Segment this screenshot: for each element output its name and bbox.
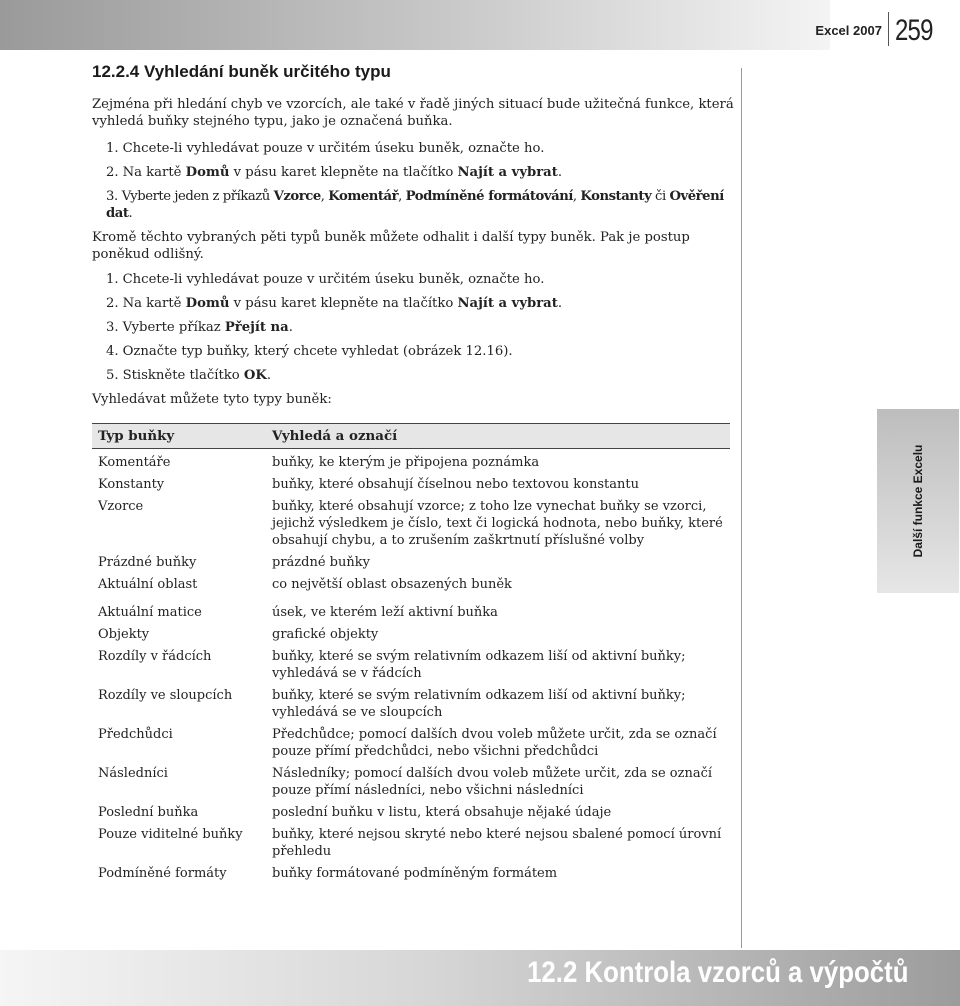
list-item: 2. Na kartě Domů v pásu karet klepněte na tlačítko Najít a vybrat.: [106, 165, 563, 180]
table-cell-type: Aktuální matice: [98, 605, 202, 620]
table-cell-result: buňky, které se svým relativním odkazem liší od aktivní buňky; vyhledává se ve sloupcích: [272, 688, 686, 720]
chapter-side-tab: [877, 409, 959, 593]
table-cell-result: poslední buňku v listu, která obsahuje nějaké údaje: [272, 805, 612, 820]
table-cell-type: Prázdné buňky: [98, 555, 197, 570]
table-row: [92, 471, 730, 493]
table-cell-type: Komentáře: [98, 455, 171, 470]
list-item: 1. Chcete-li vyhledávat pouze v určitém úseku buněk, označte ho.: [106, 141, 545, 156]
table-cell-type: Podmíněné formáty: [98, 866, 227, 881]
steps-list-b: [92, 271, 740, 384]
table-cell-result: Předchůdce; pomocí dalších dvou voleb můžete určit, zda se označí pouze přímí předchůdci, nebo všichni předchůdci: [272, 727, 717, 759]
table-row: [92, 621, 730, 643]
table-cell-result: buňky, které obsahují vzorce; z toho lze vynechat buňky se vzorci, jejichž výsledkem je číslo, text či logická hodnota, nebo buňky, které obsahují chybu, a to zrušením zaškrtnutí příslušné volby: [272, 499, 723, 548]
table-intro: Vyhledávat můžete tyto typy buněk:: [92, 392, 332, 407]
margin-rule: [741, 68, 742, 948]
column-header-type: Typ buňky: [92, 424, 266, 449]
table-cell-type: Předchůdci: [98, 727, 173, 742]
paragraph: Kromě těchto vybraných pěti typů buněk můžete odhalit i další typy buněk. Pak je postup poněkud odlišný.: [92, 230, 690, 262]
table-row: [92, 449, 730, 472]
table-row: [92, 549, 730, 571]
table-cell-type: Aktuální oblast: [98, 577, 198, 592]
steps-list-a: [92, 140, 740, 222]
table-cell-result: buňky, které nejsou skryté nebo které nejsou sbalené pomocí úrovní přehledu: [272, 827, 722, 859]
table-cell-type: Konstanty: [98, 477, 165, 492]
table-cell-type: Poslední buňka: [98, 805, 199, 820]
table-cell-result: buňky, které se svým relativním odkazem liší od aktivní buňky; vyhledává se v řádcích: [272, 649, 686, 681]
page-header: [815, 10, 942, 46]
table-row: [92, 799, 730, 821]
page-content: [92, 62, 740, 416]
table-cell-result: prázdné buňky: [272, 555, 370, 570]
table-cell-result: buňky, ke kterým je připojena poznámka: [272, 455, 540, 470]
chapter-side-tab-label: Další funkce Excelu: [911, 444, 925, 558]
page-number: 259: [894, 14, 933, 47]
list-item: 3. Vyberte jeden z příkazů Vzorce, Komentář, Podmíněné formátování, Konstanty či Ověření dat.: [106, 189, 724, 221]
table-cell-result: úsek, ve kterém leží aktivní buňka: [272, 605, 498, 620]
table-cell-type: Vzorce: [98, 499, 144, 514]
table-row: [92, 860, 730, 882]
footer-section-title: 12.2 Kontrola vzorců a výpočtů: [526, 956, 908, 989]
table-cell-type: Rozdíly ve sloupcích: [98, 688, 233, 703]
footer-gradient-bar: [0, 950, 960, 1006]
intro-paragraph: Zejména při hledání chyb ve vzorcích, ale také v řadě jiných situací bude užitečná funkce, která vyhledá buňky stejného typu, jako je označená buňka.: [92, 97, 734, 129]
table-cell-result: Následníky; pomocí dalších dvou voleb můžete určit, zda se označí pouze přímí následníci, nebo všichni následníci: [272, 766, 713, 798]
list-item: 3. Vyberte příkaz Přejít na.: [106, 320, 293, 335]
table-row: [92, 493, 730, 549]
table-cell-result: buňky, které obsahují číselnou nebo textovou konstantu: [272, 477, 639, 492]
table-cell-type: Rozdíly v řádcích: [98, 649, 212, 664]
table-row: [92, 643, 730, 682]
table-cell-type: Objekty: [98, 627, 150, 642]
table-row: [92, 721, 730, 760]
table-row: [92, 593, 730, 621]
table-cell-type: Pouze viditelné buňky: [98, 827, 243, 842]
table-row: [92, 571, 730, 593]
table-cell-result: grafické objekty: [272, 627, 379, 642]
list-item: 4. Označte typ buňky, který chcete vyhledat (obrázek 12.16).: [106, 344, 513, 359]
cell-types-table: [92, 423, 730, 882]
header-gradient-bar: [0, 0, 830, 50]
list-item: 2. Na kartě Domů v pásu karet klepněte na tlačítko Najít a vybrat.: [106, 296, 563, 311]
table-cell-result: co největší oblast obsazených buněk: [272, 577, 512, 592]
book-title: Excel 2007: [815, 23, 882, 38]
table-header-row: [92, 424, 730, 449]
table-cell-result: buňky formátované podmíněným formátem: [272, 866, 558, 881]
header-divider: [888, 12, 889, 46]
column-header-result: Vyhledá a označí: [266, 424, 730, 449]
list-item: 1. Chcete-li vyhledávat pouze v určitém úseku buněk, označte ho.: [106, 272, 545, 287]
table-cell-type: Následníci: [98, 766, 168, 781]
list-item: 5. Stiskněte tlačítko OK.: [106, 368, 272, 383]
table-row: [92, 821, 730, 860]
table-row: [92, 760, 730, 799]
section-title: 12.2.4 Vyhledání buněk určitého typu: [92, 62, 391, 81]
table-row: [92, 682, 730, 721]
